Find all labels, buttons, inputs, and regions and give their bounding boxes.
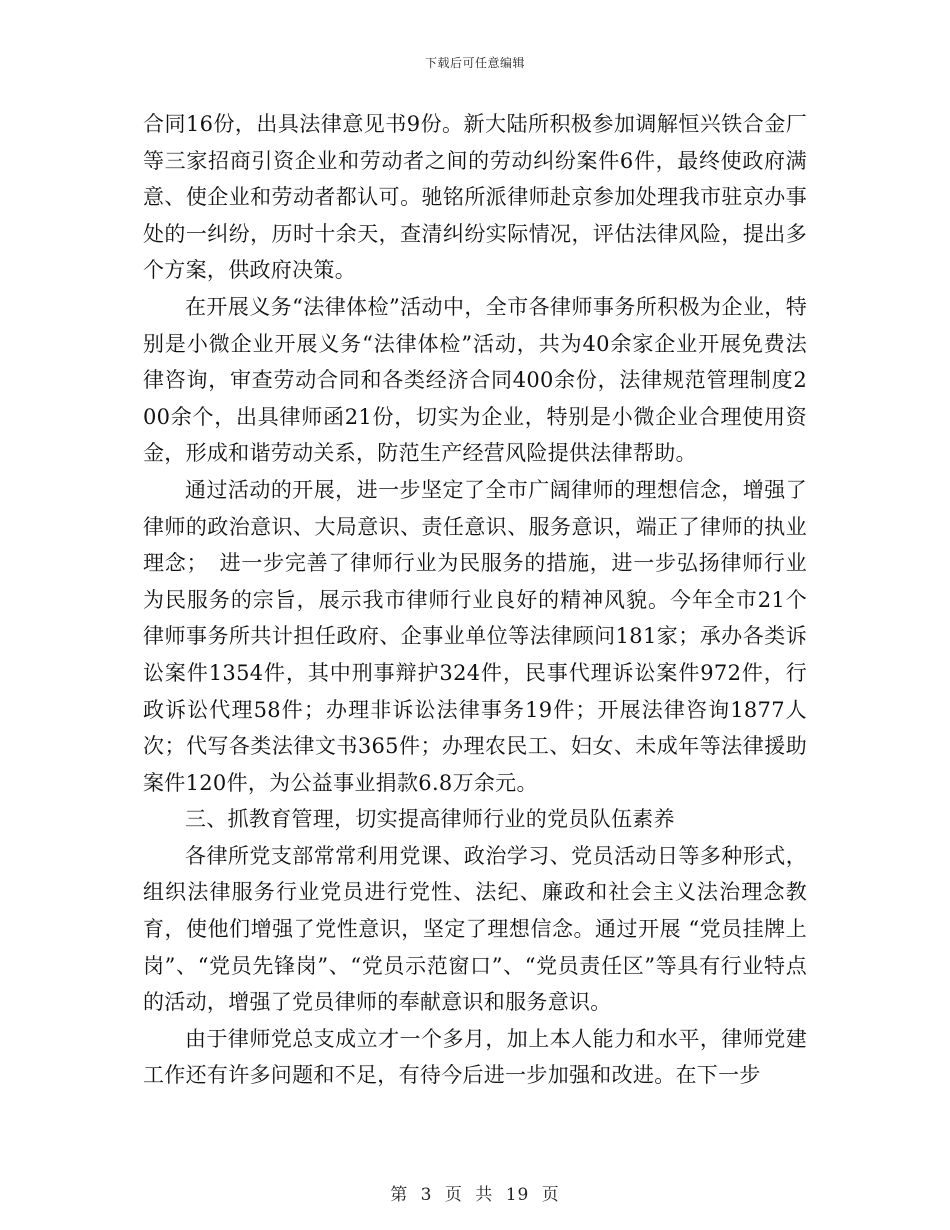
section-heading: 三、抓教育管理，切实提高律师行业的党员队伍素养 bbox=[185, 807, 675, 832]
document-body bbox=[143, 106, 807, 1094]
paragraph: 在开展义务“法律体检”活动中，全市各律师事务所积极为企业，特别是小微企业开展义务“法律体检”活动，共为40余家企业开展免费法律咨询，审查劳动合同和各类经济合同400余份，法律规范管理制度200余个，出具律师函21份，切实为企业，特别是小微企业合理使用资金，形成和谐劳动关系，防范生产经营风险提供法律帮助。 bbox=[143, 294, 807, 466]
page-number-footer: 第 3 页 共 19 页 bbox=[390, 1185, 560, 1205]
paragraph: 通过活动的开展，进一步坚定了全市广阔律师的理想信念，增强了律师的政治意识、大局意识、责任意识、服务意识，端正了律师的执业理念； 进一步完善了律师行业为民服务的措施，进一步弘扬律师行业为民服务的宗旨，展示我市律师行业良好的精神风貌。今年全市21个律师事务所共计担任政府、企事业单位等法律顾问181家；承办各类诉讼案件1354件，其中刑事辩护324件，民事代理诉讼案件972件，行政诉讼代理58件；办理非诉讼法律事务19件；开展法律咨询1877人次；代写各类法律文书365件；办理农民工、妇女、未成年等法律援助案件120件，为公益事业捐款6.8万余元。 bbox=[143, 477, 807, 795]
paragraph: 各律所党支部常常利用党课、政治学习、党员活动日等多种形式，组织法律服务行业党员进行党性、法纪、廉政和社会主义法治理念教育，使他们增强了党性意识，坚定了理想信念。通过开展 “党员挂牌上岗”、“党员先锋岗”、“党员示范窗口”、“党员责任区”等具有行业特点的活动，增强了党员律师的奉献意识和服务意识。 bbox=[143, 843, 807, 1015]
paragraph: 合同16份，出具法律意见书9份。新大陆所积极参加调解恒兴铁合金厂等三家招商引资企业和劳动者之间的劳动纠纷案件6件，最终使政府满意、使企业和劳动者都认可。驰铭所派律师赴京参加处理我市驻京办事处的一纠纷，历时十余天，查清纠纷实际情况，评估法律风险，提出多个方案，供政府决策。 bbox=[143, 112, 807, 283]
paragraph: 由于律师党总支成立才一个多月，加上本人能力和水平，律师党建工作还有许多问题和不足，有待今后进一步加强和改进。在下一步 bbox=[143, 1026, 807, 1088]
page-header: 下载后可任意编辑 bbox=[424, 56, 525, 70]
